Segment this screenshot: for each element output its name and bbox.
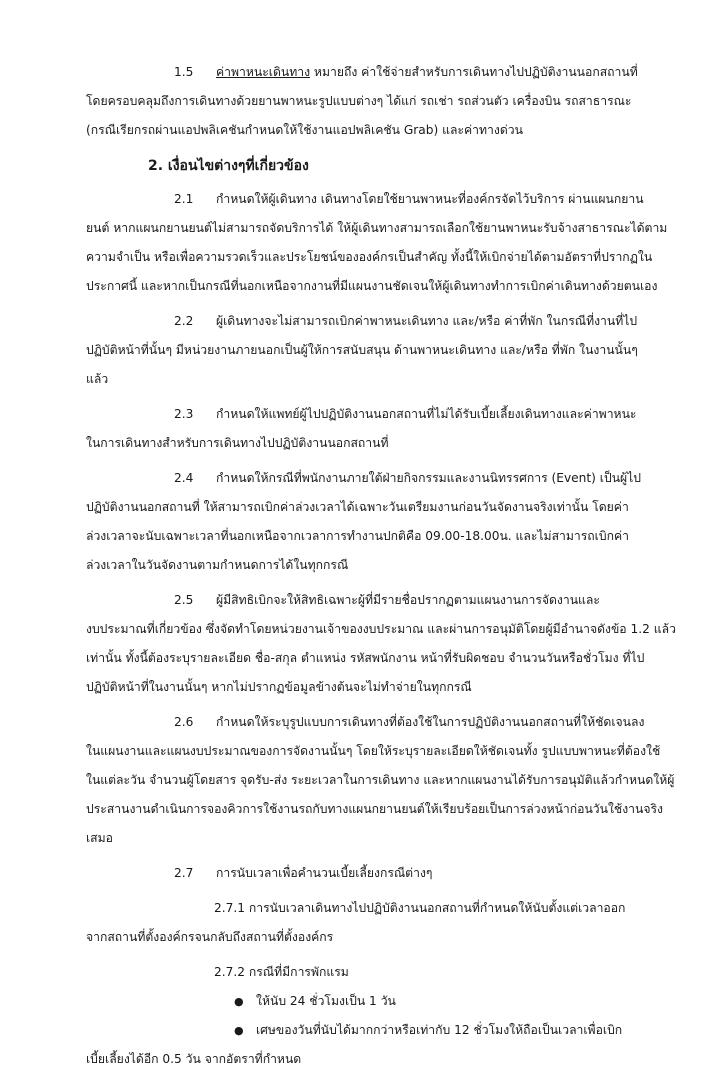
text-line: ปฏิบัติหน้าที่ในงานนั้นๆ หากไม่ปรากฏข้อมูลข้างต้นจะไม่ทำจ่ายในทุกกรณี (86, 680, 472, 694)
section-2-1 (86, 185, 688, 301)
section-heading: 2. เงื่อนไขต่างๆที่เกี่ยวข้อง (148, 158, 309, 174)
text-line: ล่วงเวลาในวันจัดงานตามกำหนดการได้ในทุกกรณี (86, 558, 349, 572)
section-number: 2.6 (174, 715, 194, 729)
subsection-title: 2.7.2 กรณีที่มีการพักแรม (214, 965, 349, 979)
text-line: ผู้มีสิทธิเบิกจะให้สิทธิเฉพาะผู้ที่มีรายชื่อปรากฏตามแผนงานการจัดงานและ (216, 593, 600, 607)
section-2-2 (86, 307, 688, 394)
text-line: โดยครอบคลุมถึงการเดินทางด้วยยานพาหนะรูปแบบต่างๆ ได้แก่ รถเช่า รถส่วนตัว เครื่องบิน รถสาธารณะ (86, 94, 632, 108)
section-number: 2.4 (174, 471, 194, 485)
section-number: 2.5 (174, 593, 194, 607)
defined-term: ค่าพาหนะเดินทาง (216, 65, 311, 79)
section-number: 2.1 (174, 192, 194, 206)
text-line: กำหนดให้แพทย์ผู้ไปปฏิบัติงานนอกสถานที่ไม่ได้รับเบี้ยเลี้ยงเดินทางและค่าพาหนะ (216, 407, 637, 421)
text-line: เสมอ (86, 831, 113, 845)
text-line: ให้นับ 24 ชั่วโมงเป็น 1 วัน (256, 994, 396, 1008)
text-line: ปฏิบัติหน้าที่นั้นๆ มีหน่วยงานภายนอกเป็นผู้ให้การสนับสนุน ด้านพาหนะเดินทาง และ/หรือ ที่พัก ในงานนั้นๆ (86, 343, 638, 357)
section-2-4 (86, 464, 688, 580)
text-line: จากสถานที่ตั้งองค์กรจนกลับถึงสถานที่ตั้งองค์กร (86, 930, 334, 944)
section-number: 2.2 (174, 314, 194, 328)
text-line: งบประมาณที่เกี่ยวข้อง ซึ่งจัดทำโดยหน่วยงานเจ้าของงบประมาณ และผ่านการอนุมัติโดยผู้มีอำนาจดังข้อ 1.2 แล้ว (86, 622, 676, 636)
text-line: ประกาศนี้ และหากเป็นกรณีที่นอกเหนือจากงานที่มีแผนงานชัดเจนให้ผู้เดินทางทำการเบิกค่าเดินทางด้วยตนเอง (86, 279, 658, 293)
bullet-item (86, 987, 688, 1016)
text-line: (กรณีเรียกรถผ่านแอปพลิเคชันกำหนดให้ใช้งานแอปพลิเคชัน Grab) และค่าทางด่วน (86, 123, 523, 137)
section-2-7-1 (86, 894, 688, 952)
section-2-3 (86, 400, 688, 458)
bullet-icon: ● (234, 1024, 244, 1037)
section-2-5 (86, 586, 688, 702)
text-line: ความจำเป็น หรือเพื่อความรวดเร็วและประโยชน์ขององค์กรเป็นสำคัญ ทั้งนี้ให้เบิกจ่ายได้ตามอัตราที่ปรากฏใน (86, 250, 653, 264)
bullet-item (86, 1016, 688, 1074)
text-line: ล่วงเวลาจะนับเฉพาะเวลาที่นอกเหนือจากเวลาการทำงานปกติคือ 09.00-18.00น. และไม่สามารถเบิกค่า (86, 529, 629, 543)
section-2-7 (86, 859, 688, 888)
section-number: 1.5 (174, 65, 194, 79)
text-line: ผู้เดินทางจะไม่สามารถเบิกค่าพาหนะเดินทาง และ/หรือ ค่าที่พัก ในกรณีที่งานที่ไป (216, 314, 638, 328)
text-line: ยนต์ หากแผนกยานยนต์ไม่สามารถจัดบริการได้ ให้ผู้เดินทางสามารถเลือกใช้ยานพาหนะรับจ้างสาธารณะได้ตาม (86, 221, 668, 235)
section-number: 2.3 (174, 407, 194, 421)
text-line: ประสานงานดำเนินการจองคิวการใช้งานรถกับทางแผนกยานยนต์ให้เรียบร้อยเป็นการล่วงหน้าก่อนวันใช้งานจริง (86, 802, 663, 816)
text-line: ปฏิบัติงานนอกสถานที่ ให้สามารถเบิกค่าล่วงเวลาได้เฉพาะวันเตรียมงานก่อนวันจัดงานจริงเท่านั้น โดยค่า (86, 500, 629, 514)
text-line: กำหนดให้กรณีที่พนักงานภายใต้ฝ่ายกิจกรรมและงานนิทรรศการ (Event) เป็นผู้ไป (216, 471, 642, 485)
text-line: ในแต่ละวัน จำนวนผู้โดยสาร จุดรับ-ส่ง ระยะเวลาในการเดินทาง และหากแผนงานได้รับการอนุมัติแล้วกำหนดให้ผู้ (86, 773, 675, 787)
section-number: 2.7 (174, 866, 194, 880)
section-2-6 (86, 708, 688, 853)
text-line: ในการเดินทางสำหรับการเดินทางไปปฏิบัติงานนอกสถานที่ (86, 436, 389, 450)
bullet-icon: ● (234, 995, 244, 1008)
text-line: เท่านั้น ทั้งนี้ต้องระบุรายละเอียด ชื่อ-สกุล ตำแหน่ง รหัสพนักงาน หน้าที่รับผิดชอบ จำนวนวันหรือชั่วโมง ที่ไป (86, 651, 645, 665)
text-line: กำหนดให้ระบุรูปแบบการเดินทางที่ต้องใช้ในการปฏิบัติงานนอกสถานที่ให้ชัดเจนลง (216, 715, 645, 729)
section-title: การนับเวลาเพื่อคำนวนเบี้ยเลี้ยงกรณีต่างๆ (216, 866, 433, 880)
section-1-5 (86, 58, 688, 145)
text-line: ในแผนงานและแผนงบประมาณของการจัดงานนั้นๆ โดยให้ระบุรายละเอียดให้ชัดเจนทั้ง รูปแบบพาหนะที่ต้องใช้ (86, 744, 661, 758)
section-2-7-2 (86, 958, 688, 987)
text-line: กำหนดให้ผู้เดินทาง เดินทางโดยใช้ยานพาหนะที่องค์กรจัดไว้บริการ ผ่านแผนกยาน (216, 192, 644, 206)
text-line: เศษของวันที่นับได้มากกว่าหรือเท่ากับ 12 ชั่วโมงให้ถือเป็นเวลาเพื่อเบิก (256, 1023, 623, 1037)
text-line: หมายถึง ค่าใช้จ่ายสำหรับการเดินทางไปปฏิบัติงานนอกสถานที่ (310, 65, 638, 79)
text-line: เบี้ยเลี้ยงได้อีก 0.5 วัน จากอัตราที่กำหนด (86, 1052, 302, 1066)
text-line: แล้ว (86, 372, 109, 386)
text-line: 2.7.1 การนับเวลาเดินทางไปปฏิบัติงานนอกสถานที่กำหนดให้นับตั้งแต่เวลาออก (214, 901, 626, 915)
